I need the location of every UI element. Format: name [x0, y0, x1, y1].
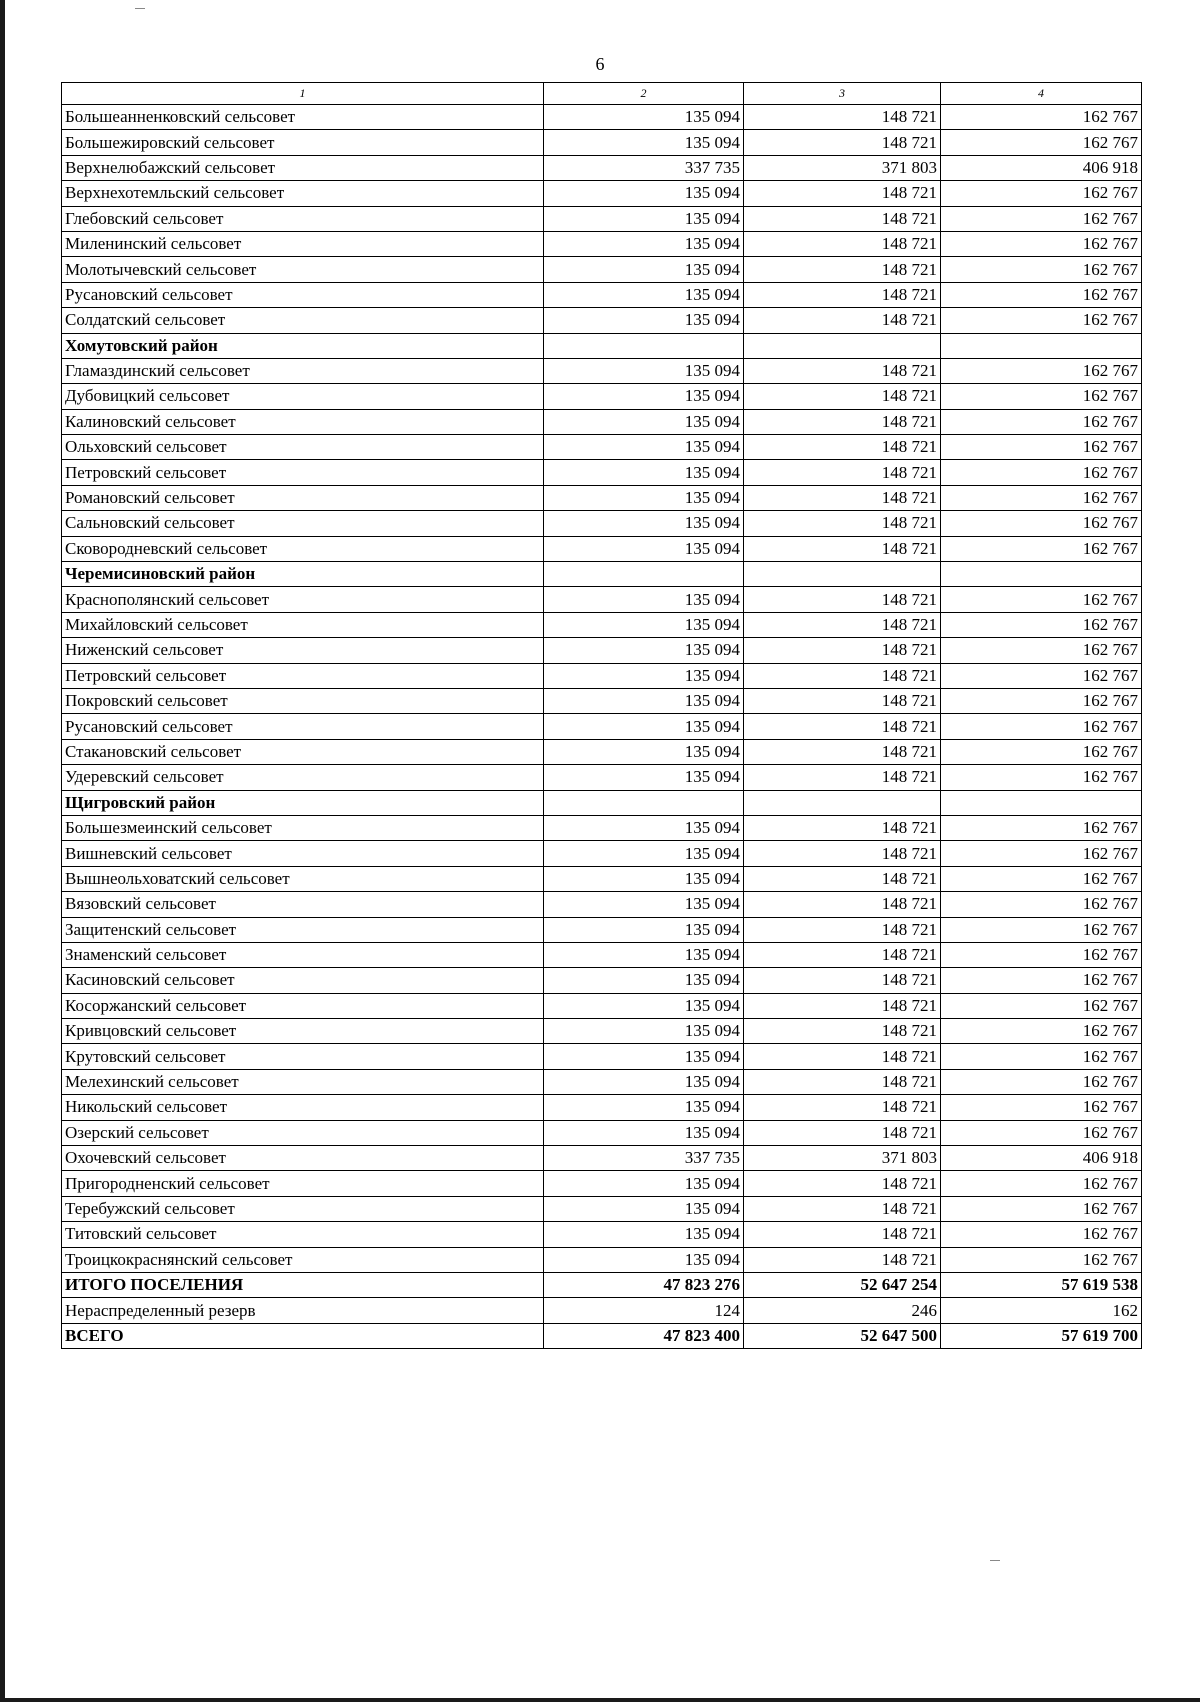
value-col2-cell: 135 094: [544, 841, 744, 866]
row-name-cell: Титовский сельсовет: [62, 1222, 544, 1247]
value-col4-cell: 162 767: [941, 181, 1142, 206]
value-col3-cell: 148 721: [744, 1196, 941, 1221]
value-col4-cell: 162 767: [941, 1120, 1142, 1145]
total-row: [62, 1323, 1142, 1348]
value-col3-cell: 52 647 254: [744, 1272, 941, 1297]
row-name-cell: Ольховский сельсовет: [62, 435, 544, 460]
value-col2-cell: 135 094: [544, 460, 744, 485]
value-col3-cell: 148 721: [744, 409, 941, 434]
row-name-cell: Краснополянский сельсовет: [62, 587, 544, 612]
row-name-cell: Петровский сельсовет: [62, 460, 544, 485]
value-col3-cell: [744, 562, 941, 587]
value-col2-cell: 135 094: [544, 815, 744, 840]
row-name-cell: Удеревский сельсовет: [62, 765, 544, 790]
row-name-cell: Вязовский сельсовет: [62, 892, 544, 917]
value-col3-cell: 148 721: [744, 688, 941, 713]
table-row: [62, 155, 1142, 180]
scan-speck: [135, 8, 145, 9]
value-col4-cell: 162 767: [941, 815, 1142, 840]
table-row: [62, 1146, 1142, 1171]
value-col2-cell: 135 094: [544, 714, 744, 739]
value-col3-cell: 148 721: [744, 206, 941, 231]
row-name-cell: Русановский сельсовет: [62, 714, 544, 739]
value-col2-cell: 135 094: [544, 1171, 744, 1196]
value-col2-cell: 135 094: [544, 1196, 744, 1221]
row-name-cell: Озерский сельсовет: [62, 1120, 544, 1145]
value-col2-cell: 135 094: [544, 231, 744, 256]
value-col4-cell: 162 767: [941, 511, 1142, 536]
row-name-cell: Хомутовский район: [62, 333, 544, 358]
row-name-cell: Ниженский сельсовет: [62, 638, 544, 663]
table-row: [62, 130, 1142, 155]
value-col4-cell: 162 767: [941, 1069, 1142, 1094]
table-row: [62, 409, 1142, 434]
value-col2-cell: 47 823 276: [544, 1272, 744, 1297]
row-name-cell: Черемисиновский район: [62, 562, 544, 587]
table-row: [62, 612, 1142, 637]
table-row: [62, 181, 1142, 206]
table-row: [62, 765, 1142, 790]
value-col4-cell: 162 767: [941, 892, 1142, 917]
table-row: [62, 257, 1142, 282]
row-name-cell: Романовский сельсовет: [62, 485, 544, 510]
value-col3-cell: 148 721: [744, 968, 941, 993]
value-col2-cell: 135 094: [544, 587, 744, 612]
value-col2-cell: 135 094: [544, 1120, 744, 1145]
value-col2-cell: 135 094: [544, 993, 744, 1018]
row-name-cell: Защитенский сельсовет: [62, 917, 544, 942]
row-name-cell: Пригородненский сельсовет: [62, 1171, 544, 1196]
value-col2-cell: 135 094: [544, 435, 744, 460]
value-col2-cell: 135 094: [544, 485, 744, 510]
value-col4-cell: 162 767: [941, 257, 1142, 282]
table-row: [62, 1044, 1142, 1069]
value-col3-cell: 148 721: [744, 536, 941, 561]
value-col3-cell: 148 721: [744, 1095, 941, 1120]
value-col3-cell: 148 721: [744, 485, 941, 510]
table-row: [62, 917, 1142, 942]
row-name-cell: Мелехинский сельсовет: [62, 1069, 544, 1094]
value-col2-cell: 135 094: [544, 1095, 744, 1120]
table-row: [62, 993, 1142, 1018]
value-col3-cell: 148 721: [744, 663, 941, 688]
table-row: [62, 358, 1142, 383]
table-row: [62, 1095, 1142, 1120]
row-name-cell: Миленинский сельсовет: [62, 231, 544, 256]
table-row: [62, 1196, 1142, 1221]
row-name-cell: Щигровский район: [62, 790, 544, 815]
value-col4-cell: 162 767: [941, 663, 1142, 688]
row-name-cell: Теребужский сельсовет: [62, 1196, 544, 1221]
value-col3-cell: 148 721: [744, 308, 941, 333]
value-col4-cell: 162 767: [941, 968, 1142, 993]
district-heading-row: [62, 790, 1142, 815]
value-col4-cell: 162 767: [941, 841, 1142, 866]
header-row: [62, 83, 1142, 105]
value-col2-cell: 135 094: [544, 638, 744, 663]
row-name-cell: Косоржанский сельсовет: [62, 993, 544, 1018]
row-name-cell: Троицкокраснянский сельсовет: [62, 1247, 544, 1272]
value-col3-cell: 148 721: [744, 384, 941, 409]
table-row: [62, 308, 1142, 333]
value-col3-cell: 148 721: [744, 231, 941, 256]
value-col2-cell: 135 094: [544, 866, 744, 891]
row-name-cell: Нераспределенный резерв: [62, 1298, 544, 1323]
value-col2-cell: 135 094: [544, 942, 744, 967]
value-col3-cell: 148 721: [744, 130, 941, 155]
district-heading-row: [62, 333, 1142, 358]
value-col3-cell: 148 721: [744, 257, 941, 282]
table-row: [62, 866, 1142, 891]
value-col4-cell: 162 767: [941, 1019, 1142, 1044]
value-col3-cell: 148 721: [744, 1044, 941, 1069]
value-col2-cell: 135 094: [544, 358, 744, 383]
row-name-cell: Сковородневский сельсовет: [62, 536, 544, 561]
row-name-cell: ВСЕГО: [62, 1323, 544, 1348]
value-col3-cell: 148 721: [744, 105, 941, 130]
value-col4-cell: 162 767: [941, 409, 1142, 434]
value-col4-cell: 406 918: [941, 1146, 1142, 1171]
value-col3-cell: 148 721: [744, 587, 941, 612]
value-col2-cell: 124: [544, 1298, 744, 1323]
row-name-cell: Гламаздинский сельсовет: [62, 358, 544, 383]
value-col3-cell: 148 721: [744, 511, 941, 536]
value-col2-cell: 135 094: [544, 1222, 744, 1247]
value-col3-cell: 148 721: [744, 993, 941, 1018]
value-col4-cell: 162 767: [941, 688, 1142, 713]
value-col2-cell: 337 735: [544, 1146, 744, 1171]
scan-bottom-edge: [0, 1698, 1200, 1702]
table-body: [62, 105, 1142, 1349]
value-col4-cell: [941, 562, 1142, 587]
row-name-cell: Молотычевский сельсовет: [62, 257, 544, 282]
value-col2-cell: 135 094: [544, 130, 744, 155]
row-name-cell: Калиновский сельсовет: [62, 409, 544, 434]
table-row: [62, 892, 1142, 917]
value-col2-cell: 135 094: [544, 765, 744, 790]
value-col2-cell: 135 094: [544, 257, 744, 282]
row-name-cell: Верхнелюбажский сельсовет: [62, 155, 544, 180]
table-row: [62, 1298, 1142, 1323]
value-col2-cell: 135 094: [544, 536, 744, 561]
table-row: [62, 435, 1142, 460]
table-row: [62, 282, 1142, 307]
value-col4-cell: 162 767: [941, 739, 1142, 764]
column-header-1: 1: [62, 83, 544, 105]
table-row: [62, 105, 1142, 130]
value-col2-cell: 135 094: [544, 892, 744, 917]
value-col3-cell: 148 721: [744, 1171, 941, 1196]
value-col3-cell: 371 803: [744, 1146, 941, 1171]
value-col4-cell: 162 767: [941, 460, 1142, 485]
column-header-4: 4: [941, 83, 1142, 105]
value-col4-cell: 162 767: [941, 105, 1142, 130]
value-col4-cell: 162 767: [941, 282, 1142, 307]
row-name-cell: Большеанненковский сельсовет: [62, 105, 544, 130]
value-col2-cell: 135 094: [544, 917, 744, 942]
table-row: [62, 231, 1142, 256]
value-col2-cell: 135 094: [544, 663, 744, 688]
value-col4-cell: 162 767: [941, 765, 1142, 790]
value-col2-cell: 135 094: [544, 384, 744, 409]
value-col3-cell: 148 721: [744, 1247, 941, 1272]
value-col3-cell: 148 721: [744, 714, 941, 739]
row-name-cell: Вишневский сельсовет: [62, 841, 544, 866]
table-row: [62, 942, 1142, 967]
value-col3-cell: 371 803: [744, 155, 941, 180]
value-col4-cell: 162 767: [941, 1247, 1142, 1272]
row-name-cell: Большежировский сельсовет: [62, 130, 544, 155]
row-name-cell: Покровский сельсовет: [62, 688, 544, 713]
value-col3-cell: 148 721: [744, 1019, 941, 1044]
value-col3-cell: 148 721: [744, 892, 941, 917]
value-col4-cell: 162 767: [941, 993, 1142, 1018]
table-row: [62, 815, 1142, 840]
value-col3-cell: 148 721: [744, 841, 941, 866]
value-col3-cell: 148 721: [744, 942, 941, 967]
value-col4-cell: 162 767: [941, 1171, 1142, 1196]
value-col3-cell: 148 721: [744, 612, 941, 637]
value-col2-cell: 135 094: [544, 282, 744, 307]
row-name-cell: Стакановский сельсовет: [62, 739, 544, 764]
table-row: [62, 663, 1142, 688]
value-col2-cell: 135 094: [544, 1044, 744, 1069]
table-row: [62, 1247, 1142, 1272]
total-row: [62, 1272, 1142, 1297]
table-row: [62, 714, 1142, 739]
value-col3-cell: 148 721: [744, 460, 941, 485]
value-col2-cell: 337 735: [544, 155, 744, 180]
table-row: [62, 485, 1142, 510]
value-col4-cell: 162 767: [941, 308, 1142, 333]
value-col2-cell: 135 094: [544, 308, 744, 333]
row-name-cell: Петровский сельсовет: [62, 663, 544, 688]
value-col4-cell: 162 767: [941, 358, 1142, 383]
row-name-cell: Никольский сельсовет: [62, 1095, 544, 1120]
value-col4-cell: 162 767: [941, 638, 1142, 663]
value-col4-cell: 162 767: [941, 942, 1142, 967]
value-col3-cell: [744, 333, 941, 358]
table-row: [62, 206, 1142, 231]
value-col3-cell: 148 721: [744, 181, 941, 206]
table-row: [62, 1120, 1142, 1145]
value-col4-cell: 162 767: [941, 435, 1142, 460]
value-col3-cell: 148 721: [744, 1069, 941, 1094]
value-col3-cell: 148 721: [744, 765, 941, 790]
value-col3-cell: 148 721: [744, 1120, 941, 1145]
table-row: [62, 1019, 1142, 1044]
table-row: [62, 1222, 1142, 1247]
table-header: [62, 83, 1142, 105]
table-row: [62, 587, 1142, 612]
budget-table: [61, 82, 1142, 1349]
value-col4-cell: 162 767: [941, 130, 1142, 155]
value-col3-cell: 148 721: [744, 739, 941, 764]
value-col4-cell: [941, 333, 1142, 358]
value-col4-cell: 162 767: [941, 536, 1142, 561]
row-name-cell: Большезмеинский сельсовет: [62, 815, 544, 840]
row-name-cell: Михайловский сельсовет: [62, 612, 544, 637]
value-col3-cell: 148 721: [744, 638, 941, 663]
table-row: [62, 536, 1142, 561]
table-row: [62, 739, 1142, 764]
value-col2-cell: 135 094: [544, 612, 744, 637]
value-col4-cell: 162 767: [941, 866, 1142, 891]
value-col2-cell: 135 094: [544, 511, 744, 536]
value-col4-cell: 57 619 538: [941, 1272, 1142, 1297]
value-col3-cell: 148 721: [744, 815, 941, 840]
scan-left-edge: [0, 0, 5, 1702]
value-col4-cell: 162 767: [941, 587, 1142, 612]
page-number: 6: [595, 54, 605, 74]
value-col4-cell: 162 767: [941, 1044, 1142, 1069]
value-col4-cell: 162 767: [941, 1222, 1142, 1247]
row-name-cell: Касиновский сельсовет: [62, 968, 544, 993]
value-col4-cell: 162 767: [941, 917, 1142, 942]
value-col4-cell: 162 767: [941, 485, 1142, 510]
value-col2-cell: 135 094: [544, 1019, 744, 1044]
row-name-cell: Русановский сельсовет: [62, 282, 544, 307]
table-row: [62, 1069, 1142, 1094]
row-name-cell: Солдатский сельсовет: [62, 308, 544, 333]
scan-speck: [990, 1560, 1000, 1561]
value-col3-cell: 148 721: [744, 358, 941, 383]
value-col2-cell: 135 094: [544, 206, 744, 231]
table-row: [62, 384, 1142, 409]
table-row: [62, 841, 1142, 866]
row-name-cell: Кривцовский сельсовет: [62, 1019, 544, 1044]
row-name-cell: Охочевский сельсовет: [62, 1146, 544, 1171]
value-col4-cell: 162: [941, 1298, 1142, 1323]
value-col2-cell: 135 094: [544, 688, 744, 713]
value-col4-cell: 162 767: [941, 1095, 1142, 1120]
value-col4-cell: 162 767: [941, 384, 1142, 409]
value-col4-cell: 406 918: [941, 155, 1142, 180]
row-name-cell: Сальновский сельсовет: [62, 511, 544, 536]
value-col2-cell: [544, 333, 744, 358]
value-col2-cell: 47 823 400: [544, 1323, 744, 1348]
value-col4-cell: 162 767: [941, 1196, 1142, 1221]
value-col4-cell: 162 767: [941, 206, 1142, 231]
value-col2-cell: 135 094: [544, 105, 744, 130]
value-col4-cell: [941, 790, 1142, 815]
value-col3-cell: 246: [744, 1298, 941, 1323]
value-col3-cell: 148 721: [744, 282, 941, 307]
value-col2-cell: 135 094: [544, 409, 744, 434]
value-col3-cell: 52 647 500: [744, 1323, 941, 1348]
value-col2-cell: 135 094: [544, 181, 744, 206]
table-row: [62, 1171, 1142, 1196]
value-col2-cell: 135 094: [544, 968, 744, 993]
row-name-cell: ИТОГО ПОСЕЛЕНИЯ: [62, 1272, 544, 1297]
value-col3-cell: 148 721: [744, 435, 941, 460]
row-name-cell: Вышнеольховатский сельсовет: [62, 866, 544, 891]
value-col4-cell: 162 767: [941, 612, 1142, 637]
value-col3-cell: 148 721: [744, 917, 941, 942]
row-name-cell: Верхнехотемльский сельсовет: [62, 181, 544, 206]
value-col4-cell: 162 767: [941, 714, 1142, 739]
value-col4-cell: 57 619 700: [941, 1323, 1142, 1348]
value-col2-cell: 135 094: [544, 1247, 744, 1272]
value-col2-cell: [544, 790, 744, 815]
value-col2-cell: 135 094: [544, 739, 744, 764]
value-col2-cell: [544, 562, 744, 587]
row-name-cell: Глебовский сельсовет: [62, 206, 544, 231]
value-col3-cell: [744, 790, 941, 815]
value-col3-cell: 148 721: [744, 866, 941, 891]
value-col3-cell: 148 721: [744, 1222, 941, 1247]
row-name-cell: Крутовский сельсовет: [62, 1044, 544, 1069]
table-row: [62, 638, 1142, 663]
value-col4-cell: 162 767: [941, 231, 1142, 256]
value-col2-cell: 135 094: [544, 1069, 744, 1094]
column-header-2: 2: [544, 83, 744, 105]
table-row: [62, 688, 1142, 713]
district-heading-row: [62, 562, 1142, 587]
column-header-3: 3: [744, 83, 941, 105]
table-row: [62, 460, 1142, 485]
table-row: [62, 968, 1142, 993]
row-name-cell: Знаменский сельсовет: [62, 942, 544, 967]
row-name-cell: Дубовицкий сельсовет: [62, 384, 544, 409]
table-row: [62, 511, 1142, 536]
